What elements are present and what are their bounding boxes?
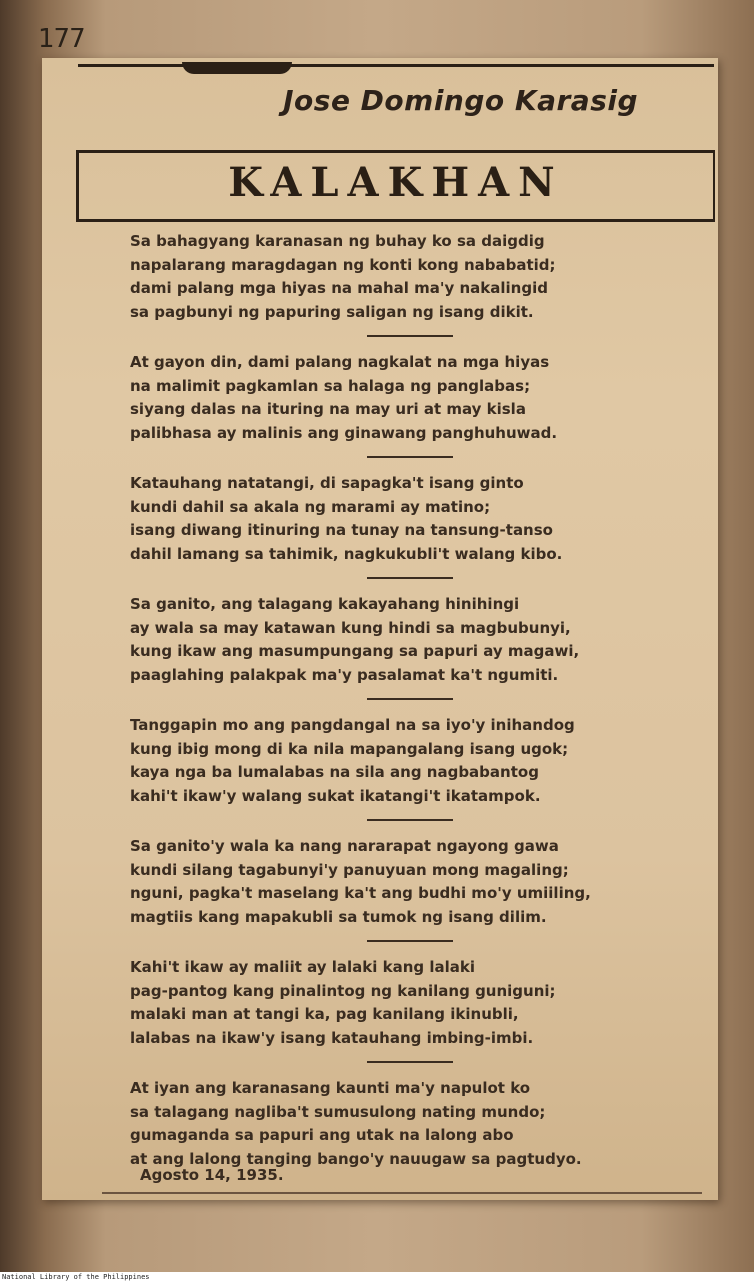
page-number: 177 bbox=[38, 24, 85, 54]
poem-line: kundi dahil sa akala ng marami ay matino; bbox=[130, 497, 491, 516]
newspaper-clipping bbox=[42, 58, 718, 1200]
poem-line: kung ikaw ang masumpungang sa papuri ay magawi, bbox=[130, 642, 580, 660]
poem-line: kung ibig mong di ka nila mapangalang isang ugok; bbox=[130, 739, 569, 758]
poem-line: At gayon din, dami palang nagkalat na mga hiyas bbox=[130, 353, 550, 371]
bottom-rule bbox=[102, 1192, 702, 1194]
poem-line: Sa bahagyang karanasan ng buhay ko sa daigdig bbox=[130, 232, 545, 250]
stanza-separator bbox=[367, 940, 453, 942]
poem-line: na malimit pagkamlan sa halaga ng panglabas; bbox=[130, 376, 531, 395]
title-box bbox=[76, 150, 715, 222]
poem-line: napalarang maragdagan ng konti kong nababatid; bbox=[130, 255, 556, 274]
poem-line: palibhasa ay malinis ang ginawang panghuhuwad. bbox=[130, 423, 558, 442]
stanza bbox=[130, 351, 690, 445]
poem-date: Agosto 14, 1935. bbox=[140, 1166, 284, 1184]
stanza bbox=[130, 593, 690, 687]
stanza bbox=[130, 230, 690, 324]
stanza-separator bbox=[367, 698, 453, 700]
ink-smudge bbox=[182, 62, 292, 74]
stanza-separator bbox=[367, 819, 453, 821]
top-rule bbox=[78, 64, 714, 67]
poem-line: lalabas na ikaw'y isang katauhang imbing-imbi. bbox=[130, 1028, 534, 1047]
stanza bbox=[130, 714, 690, 808]
poem-line: Tanggapin mo ang pangdangal na sa iyo'y inihandog bbox=[130, 716, 575, 734]
poem-line: At iyan ang karanasang kaunti ma'y napulot ko bbox=[130, 1079, 531, 1097]
poem-line: at ang lalong tanging bango'y nauugaw sa pagtudyo. bbox=[130, 1149, 582, 1168]
poem-line: kaya nga ba lumalabas na sila ang nagbabantog bbox=[130, 763, 539, 781]
poem-line: Sa ganito, ang talagang kakayahang hinihingi bbox=[130, 595, 520, 613]
stanza bbox=[130, 1077, 690, 1171]
poem-line: Katauhang natatangi, di sapagka't isang ginto bbox=[130, 474, 524, 492]
stanza bbox=[130, 472, 690, 566]
poem-line: magtiis kang mapakubli sa tumok ng isang dilim. bbox=[130, 907, 547, 926]
poem-line: isang diwang itinuring na tunay na tansung-tanso bbox=[130, 521, 553, 539]
poem-line: siyang dalas na ituring na may uri at may kisla bbox=[130, 400, 526, 418]
library-credit: National Library of the Philippines bbox=[2, 1273, 150, 1281]
poem-line: dami palang mga hiyas na mahal ma'y nakalingid bbox=[130, 279, 548, 297]
poem-line: ay wala sa may katawan kung hindi sa magbubunyi, bbox=[130, 618, 571, 637]
stanza bbox=[130, 956, 690, 1050]
poem-line: kahi't ikaw'y walang sukat ikatangi't ikatampok. bbox=[130, 786, 541, 805]
poem-body bbox=[130, 230, 690, 1171]
poem-line: paaglahing palakpak ma'y pasalamat ka't ngumiti. bbox=[130, 665, 559, 684]
poem-line: nguni, pagka't maselang ka't ang budhi mo'y umiiling, bbox=[130, 884, 591, 902]
stanza-separator bbox=[367, 335, 453, 337]
poem-line: Sa ganito'y wala ka nang nararapat ngayong gawa bbox=[130, 837, 559, 855]
stanza-separator bbox=[367, 577, 453, 579]
poem-line: kundi silang tagabunyi'y panuyuan mong magaling; bbox=[130, 860, 569, 879]
footer-strip bbox=[0, 1272, 754, 1283]
poem-line: gumaganda sa papuri ang utak na lalong abo bbox=[130, 1126, 514, 1144]
poem-line: dahil lamang sa tahimik, nagkukubli't walang kibo. bbox=[130, 544, 563, 563]
stanza-separator bbox=[367, 1061, 453, 1063]
poem-line: sa pagbunyi ng papuring saligan ng isang dikit. bbox=[130, 302, 534, 321]
poem-line: Kahi't ikaw ay maliit ay lalaki kang lalaki bbox=[130, 958, 476, 976]
stanza-separator bbox=[367, 456, 453, 458]
poem-title: KALAKHAN bbox=[228, 159, 564, 206]
poem-line: pag-pantog kang pinalintog ng kanilang guniguni; bbox=[130, 981, 556, 1000]
author-name: Jose Domingo Karasig bbox=[283, 84, 638, 117]
poem-line: malaki man at tangi ka, pag kanilang ikinubli, bbox=[130, 1005, 519, 1023]
stanza bbox=[130, 835, 690, 929]
poem-line: sa talagang nagliba't sumusulong nating mundo; bbox=[130, 1102, 546, 1121]
